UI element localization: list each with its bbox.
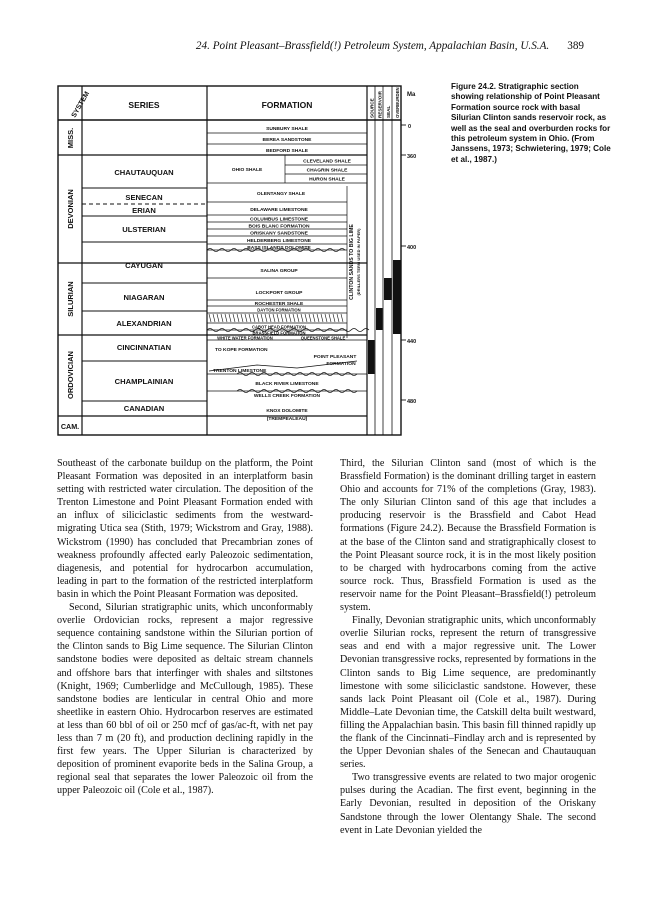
formation-columbus: COLUMBUS LIMESTONE [249, 217, 309, 223]
source-header: SOURCE [369, 98, 375, 118]
series-champlainian: CHAMPLAINIAN [114, 377, 174, 386]
age-label-360: 360 [407, 154, 417, 160]
body-column-left [57, 457, 313, 797]
system-ordovician: ORDOVICIAN [66, 351, 75, 399]
overburden-header: OVERBURDEN [395, 87, 400, 118]
paragraph: Finally, Devonian stratigraphic units, which unconformably overlie Silurian rocks, represent the return of transgressive seas and end with a major regressive unit. The Lower Devonian transgressive rocks, represented by formations in the Clinton sands to Big Lime sequence, are predominantly limestone with some siliciclastic sandstone. However, these sands lack Point Pleasant oil (Cole et al., 1987). During Middle–Late Devonian time, the Catskill delta built westward, filling the Appalachian basin. This basin fill thinned rapidly up the flank of the Cincinnati–Findlay arch and is represented by the Upper Devonian shales of the Senecan and Chautauquan series. [340, 615, 596, 771]
formation-ohio: OHIO SHALE [231, 168, 263, 173]
series-cincinnatian: CINCINNATIAN [116, 343, 172, 352]
source-rock-bar [368, 340, 375, 374]
formation-rochester: ROCHESTER SHALE [254, 302, 304, 307]
formation-berea: BEREA SANDSTONE [262, 138, 312, 143]
dolomite-hatch [209, 314, 343, 322]
formation-salina: SALINA GROUP [260, 269, 298, 274]
series-canadian: CANADIAN [123, 404, 165, 413]
overburden-rock-bar [393, 260, 401, 334]
formation-bois-blanc: BOIS BLANC FORMATION [248, 224, 310, 230]
formation-sunbury: SUNBURY SHALE [266, 127, 308, 132]
system-header: SYSTEM [70, 90, 92, 119]
age-label-480: 480 [407, 399, 417, 405]
series-chautauquan: CHAUTAUQUAN [114, 168, 174, 177]
page-number: 389 [567, 40, 584, 52]
age-label-440: 440 [407, 339, 417, 345]
formation-chagrin: CHAGRIN SHALE [306, 168, 348, 174]
ma-header: Ma [407, 92, 416, 98]
system-devonian: DEVONIAN [66, 189, 75, 229]
age-label-0: 0 [408, 124, 412, 130]
formation-lockport: LOCKPORT GROUP [255, 291, 303, 296]
system-silurian: SILURIAN [66, 281, 75, 317]
series-erian: ERIAN [132, 206, 156, 215]
reservoir-header: RESERVOIR [377, 91, 383, 118]
running-title: 24. Point Pleasant–Brassfield(!) Petroleum System, Appalachian Basin, U.S.A. [195, 40, 550, 52]
formation-bedford: BEDFORD SHALE [265, 149, 309, 154]
paragraph: Third, the Silurian Clinton sand (most of which is the Brassfield Formation) is the dominant drilling target in eastern Ohio and accounts for 71% of the completions (Gray, 1983). The only Silurian Clinton sand of this age that includes a producing reservoir is the Brassfield and Cabot Head formations (Figure 24.2). Because the Brassfield Formation is at the base of the Clinton sand and stratigraphically closest to the Point Pleasant source rock, it is in the most likely position to be charged with hydrocarbons coming from the active source rock. Thus, Brassfield Formation is used as the reservoir name for the Point Pleasant–Brassfield(!) petroleum system. [340, 458, 596, 614]
stratigraphic-chart [57, 78, 437, 440]
system-cambrian: CAM. [60, 422, 80, 431]
system-miss: MISS. [66, 127, 75, 149]
paragraph: Second, Silurian stratigraphic units, which unconformably overlie Ordovician rocks, represent a major regressive sequence containing sandstone within the Silurian portion of the Clinton sands to Big Lime sequence. The Silurian Clinton sandstone bodies were deposited as deltaic stream channels and offshore bars that interfinger with shales and siltstones (Knight, 1969; Cumberlidge and McCullough, 1985). These sandstone bodies are lenticular in central Ohio and more sheetlike in eastern Ohio. Hydrocarbon reserves are estimated at less than 60 bbl of oil or 250 mcf of gas/ac-ft, with net pay less than 7 m (20 ft), and production declining rapidly in the first few years. The Upper Silurian is characterized by deposition of prominent evaporite beds in the Salina Group, a regional seal that separates the lower Paleozoic oil from the upper Paleozoic oil (Cole et al., 1987). [57, 602, 313, 797]
formation-oriskany: ORISKANY SANDSTONE [250, 231, 308, 237]
formation-white-water: WHITE WATER FORMATION [217, 335, 273, 341]
paragraph: Southeast of the carbonate buildup on the platform, the Point Pleasant Formation was deposited in an interplatform basin setting with restricted water circulation. The deposition of the Trenton Limestone and Point Pleasant Formation ended with an influx of siliciclastic sediments from the westward-migrating Utica sea (Stith, 1979; Wickstrom and Gray, 1988). Wickstrom (1990) has concluded that Precambrian zones of weakness profoundly affected early Paleozoic sedimentation, diagenesis, and potential for hydrocarbon accumulation, leading in part to the formation of the restricted interplatform basin in which the Point Pleasant Formation was deposited. [57, 458, 313, 600]
formation-olentangy: OLENTANGY SHALE [256, 192, 306, 197]
formation-header: FORMATION [261, 100, 313, 110]
formation-huron: HURON SHALE [309, 177, 345, 183]
formation-point-pleasant-line1: POINT PLEASANT [313, 355, 357, 360]
formation-knox-line2: (TREMPEALEAU) [266, 417, 308, 422]
clinton-sands-label: CLINTON SANDS TO BIG LIME [349, 224, 355, 300]
reservoir-rock-bar [376, 308, 383, 330]
formation-black-river: BLACK RIVER LIMESTONE [255, 382, 319, 387]
series-header: SERIES [128, 100, 160, 110]
body-column-right [340, 457, 596, 837]
age-label-400: 400 [407, 245, 417, 251]
figure-caption: Figure 24.2. Stratigraphic section showing relationship of Point Pleasant Formation source rock with basal Silurian Clinton sands reservoir rock, as well as the seal and overburden rocks for this petroleum system in Ohio. (From Janssens, 1973; Schwietering, 1979; Cole et al., 1987.) [451, 82, 611, 164]
formation-delaware: DELAWARE LIMESTONE [250, 208, 308, 213]
series-ulsterian: ULSTERIAN [122, 225, 166, 234]
seal-rock-bar [384, 278, 392, 300]
paragraph: Two transgressive events are related to two major orogenic pulses during the Acadian. The first event, beginning in the Early Devonian, resulted in deposition of the Oriskany Sandstone through the lower Olentangy Shale. The second event in Late Devonian yielded the [340, 772, 596, 836]
clinton-drillers-term-label: (DRILLERS TERM USED IN PAPER) [356, 228, 361, 296]
series-senecan: SENECAN [125, 193, 163, 202]
series-niagaran: NIAGARAN [123, 293, 165, 302]
formation-cabot-head: CABOT HEAD FORMATION [251, 324, 307, 330]
series-cayugan: CAYUGAN [125, 261, 163, 270]
formation-knox-line1: KNOX DOLOMITE [266, 409, 308, 414]
formation-bass-islands: BASS ISLANDS DOLOMITE [247, 246, 311, 251]
formation-brassfield: BRASSFIELD FORMATION [252, 330, 306, 336]
age-ticks [401, 125, 406, 400]
formation-cleveland: CLEVELAND SHALE [303, 159, 351, 165]
formation-trenton: TRENTON LIMESTONE [213, 369, 267, 374]
series-alexandrian: ALEXANDRIAN [116, 319, 172, 328]
formation-dayton: DAYTON FORMATION [257, 307, 301, 313]
formation-wells-creek: WELLS CREEK FORMATION [253, 394, 321, 399]
seal-header: SEAL [386, 105, 391, 118]
formation-point-pleasant-line2: FORMATION [326, 362, 356, 367]
running-header [0, 40, 584, 52]
formation-to-kope: TO KOPE FORMATION [215, 348, 268, 353]
system-boundaries [58, 155, 367, 416]
formation-helderberg: HELDERBERG LIMESTONE [246, 239, 312, 244]
formation-queenston: QUEENSTONE SHALE [300, 335, 346, 341]
